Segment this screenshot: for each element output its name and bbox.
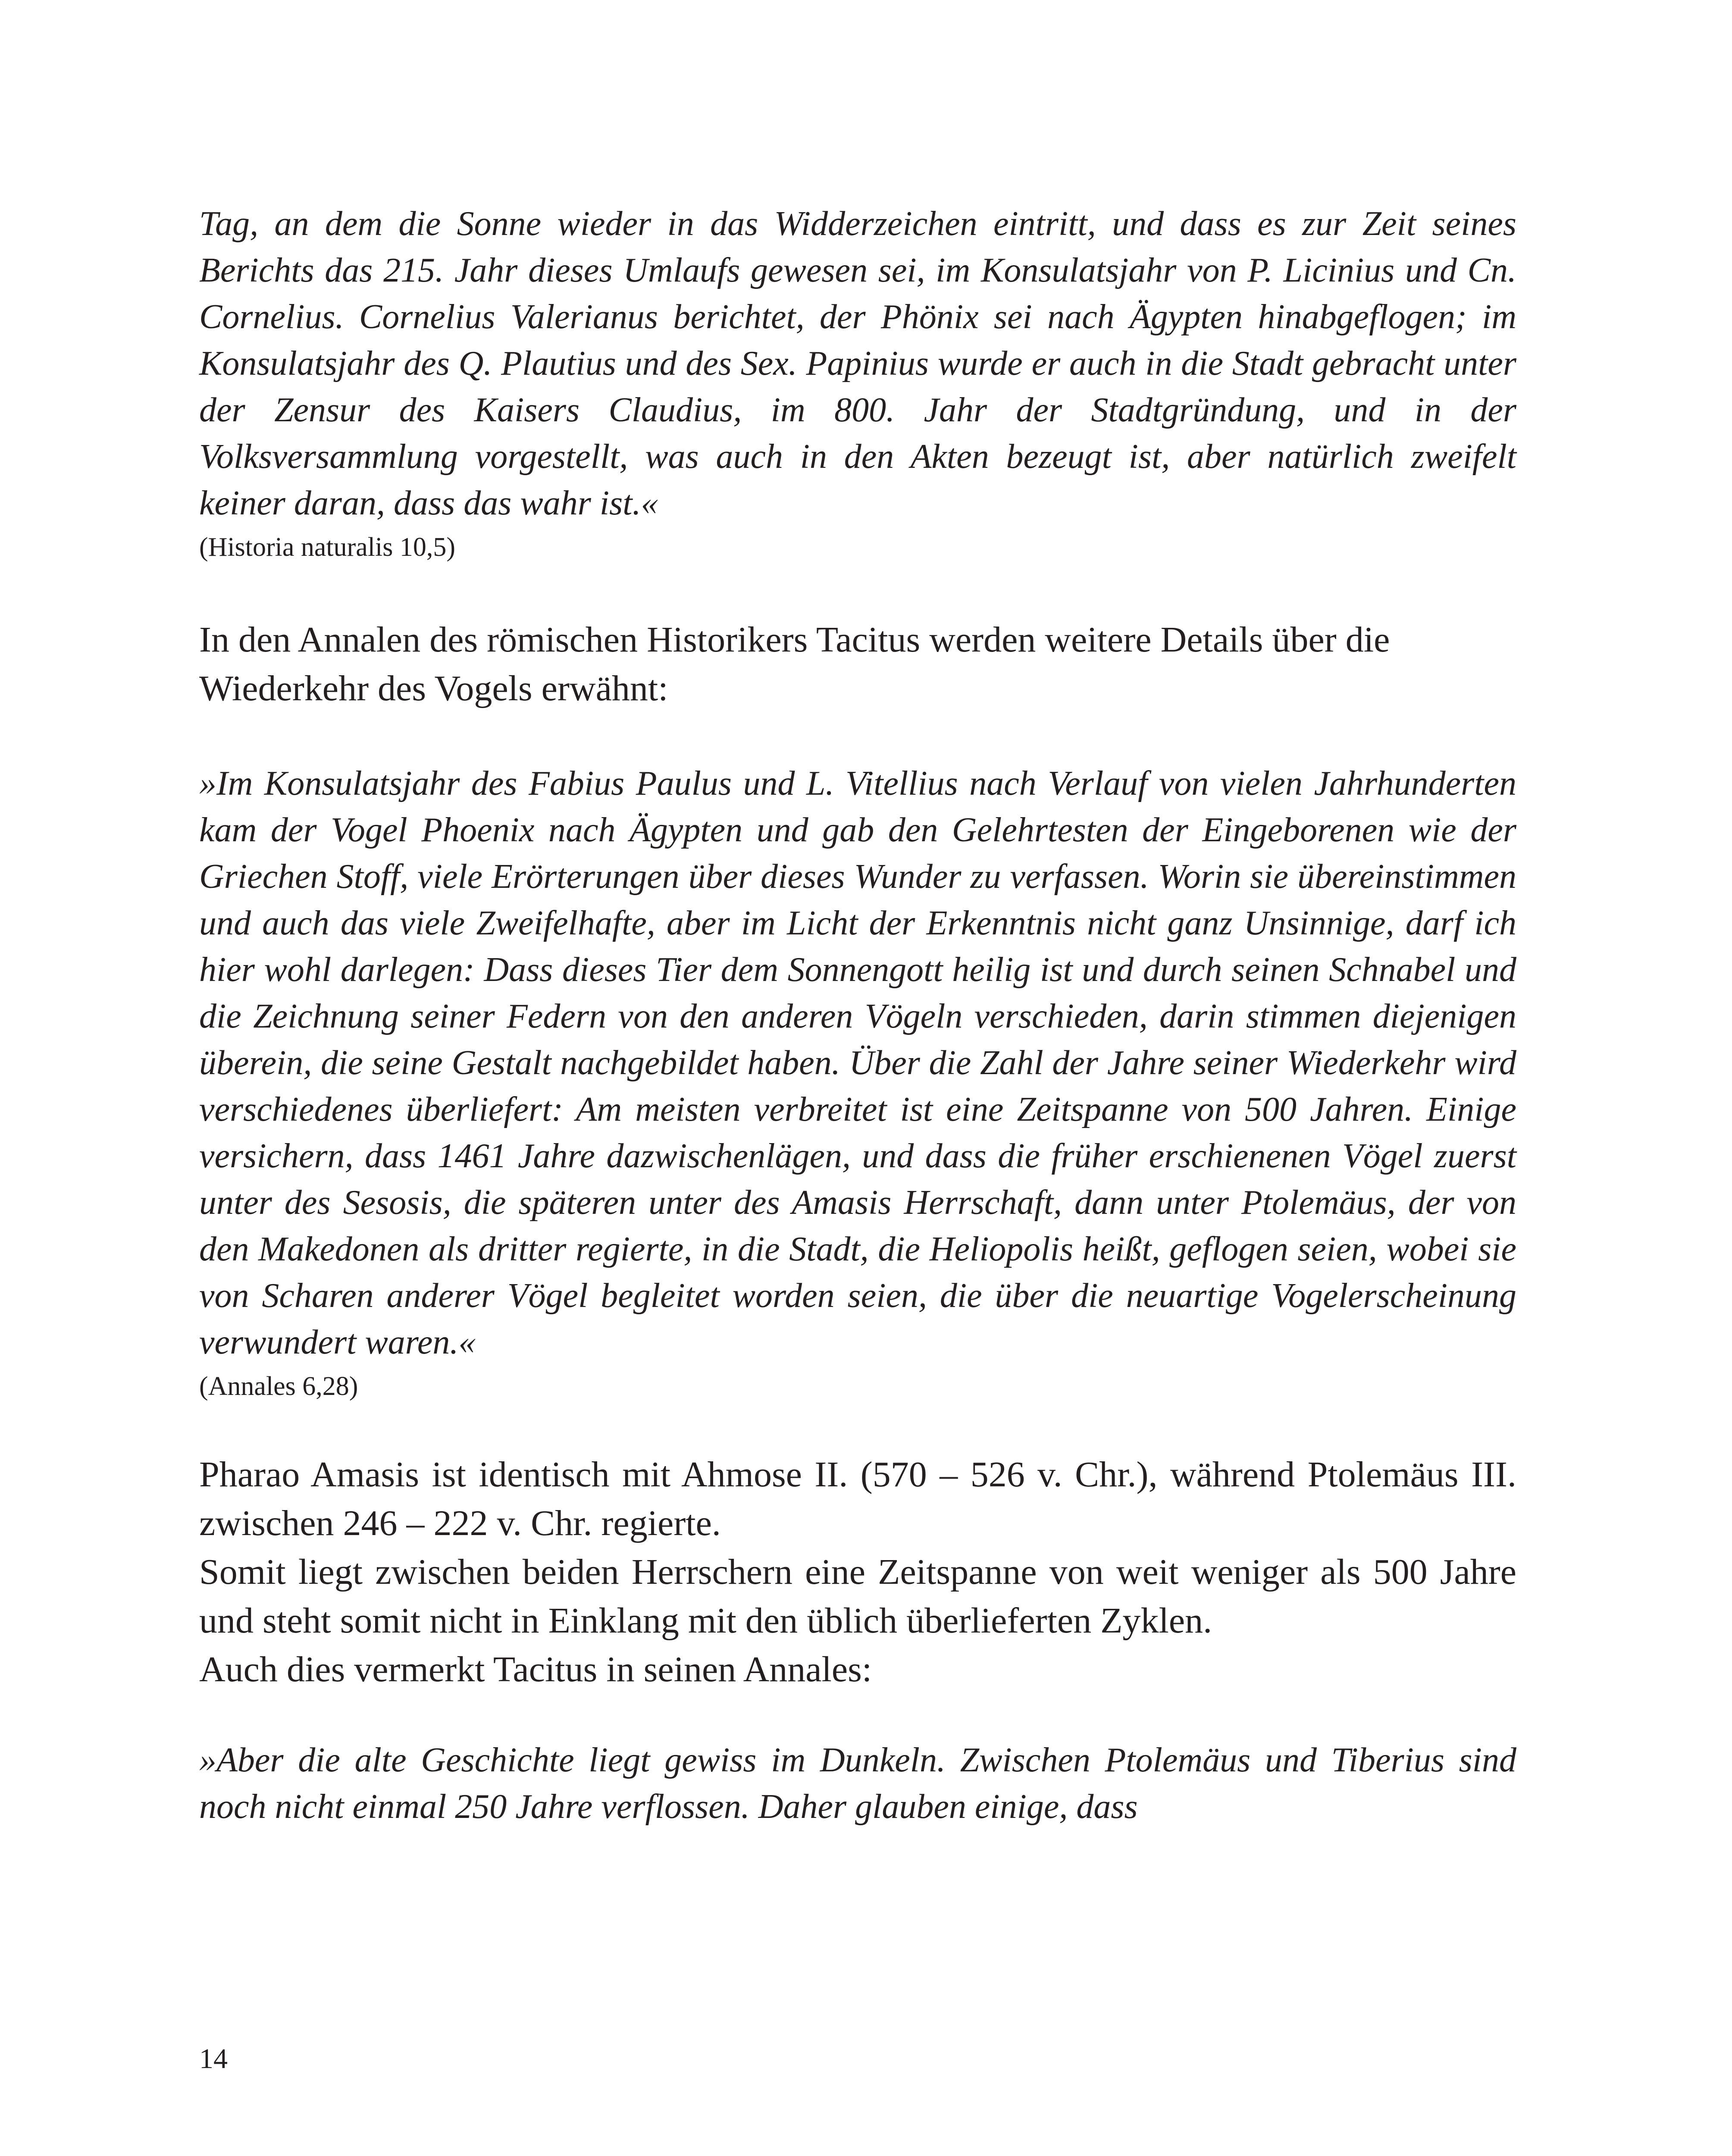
paragraph-gap: [199, 568, 1516, 615]
quote-annales-dunkeln: »Aber die alte Geschichte liegt gewiss im Dunkeln. Zwischen Ptolemäus und Tiberius sind noch nicht einmal 250 Jahre verflossen. Daher glauben einige, dass: [199, 1741, 1516, 1826]
quote-historia-naturalis: Tag, an dem die Sonne wieder in das Widderzeichen eintritt, und dass es zur Zeit seines Berichts das 215. Jahr dieses Umlaufs gewesen sei, im Konsulatsjahr von P. Licinius und Cn. Cornelius. Cornelius Valerianus berichtet, der Phönix sei nach Ägypten hinabgeflogen; im Konsulatsjahr des Q. Plautius und des Sex. Papinius wurde er auch in die Stadt gebracht unter der Zensur des Kaisers Claudius, im 800. Jahr der Stadtgründung, und in der Volksversammlung vorgestellt, was auch in den Akten bezeugt ist, aber natürlich zweifelt keiner daran, dass das wahr ist.«: [199, 205, 1516, 522]
citation-annales: (Annales 6,28): [199, 1372, 358, 1401]
paragraph-gap: [199, 1694, 1516, 1737]
citation-historia-naturalis: (Historia naturalis 10,5): [199, 533, 456, 562]
paragraph-tacitus-note: Auch dies vermerkt Tacitus in seinen Annales:: [199, 1649, 872, 1689]
page-content: [199, 201, 1516, 1830]
paragraph-zeitspanne: Somit liegt zwischen beiden Herrschern eine Zeitspanne von weit weniger als 500 Jahre und steht somit nicht in Einklang mit den üblich überlieferten Zyklen.: [199, 1552, 1516, 1641]
paragraph-amasis: Pharao Amasis ist identisch mit Ahmose II. (570 – 526 v. Chr.), während Ptolemäus III. zwischen 246 – 222 v. Chr. regierte.: [199, 1454, 1516, 1543]
paragraph-annalen-intro: In den Annalen des römischen Historikers Tacitus werden weitere Details über die Wiederkehr des Vogels erwähnt:: [199, 620, 1390, 708]
quote-annales-phoenix: »Im Konsulatsjahr des Fabius Paulus und L. Vitellius nach Verlauf von vielen Jahrhunderten kam der Vogel Phoenix nach Ägypten und gab den Gelehrtesten der Eingeborenen wie der Griechen Stoff, viele Erörterungen über dieses Wunder zu verfassen. Worin sie übereinstimmen und auch das viele Zweifelhafte, aber im Licht der Erkenntnis nicht ganz Unsinnige, darf ich hier wohl darlegen: Dass dieses Tier dem Sonnengott heilig ist und durch seinen Schnabel und die Zeichnung seiner Federn von den anderen Vögeln verschieden, darin stimmen diejenigen überein, die seine Gestalt nachgebildet haben. Über die Zahl der Jahre seiner Wiederkehr wird verschiedenes überliefert: Am meisten verbreitet ist eine Zeitspanne von 500 Jahren. Einige versichern, dass 1461 Jahre dazwischenlägen, und dass die früher erschienenen Vögel zuerst unter des Sesosis, die späteren unter des Amasis Herrschaft, dann unter Ptolemäus, der von den Makedonen als dritter regierte, in die Stadt, die Heliopolis heißt, geflogen seien, wobei sie von Scharen anderer Vögel begleitet worden seien, die über die neuartige Vogelerscheinung verwundert waren.«: [199, 765, 1516, 1361]
page-number: 14: [199, 2043, 228, 2075]
paragraph-gap: [199, 713, 1516, 760]
paragraph-gap: [199, 1407, 1516, 1450]
